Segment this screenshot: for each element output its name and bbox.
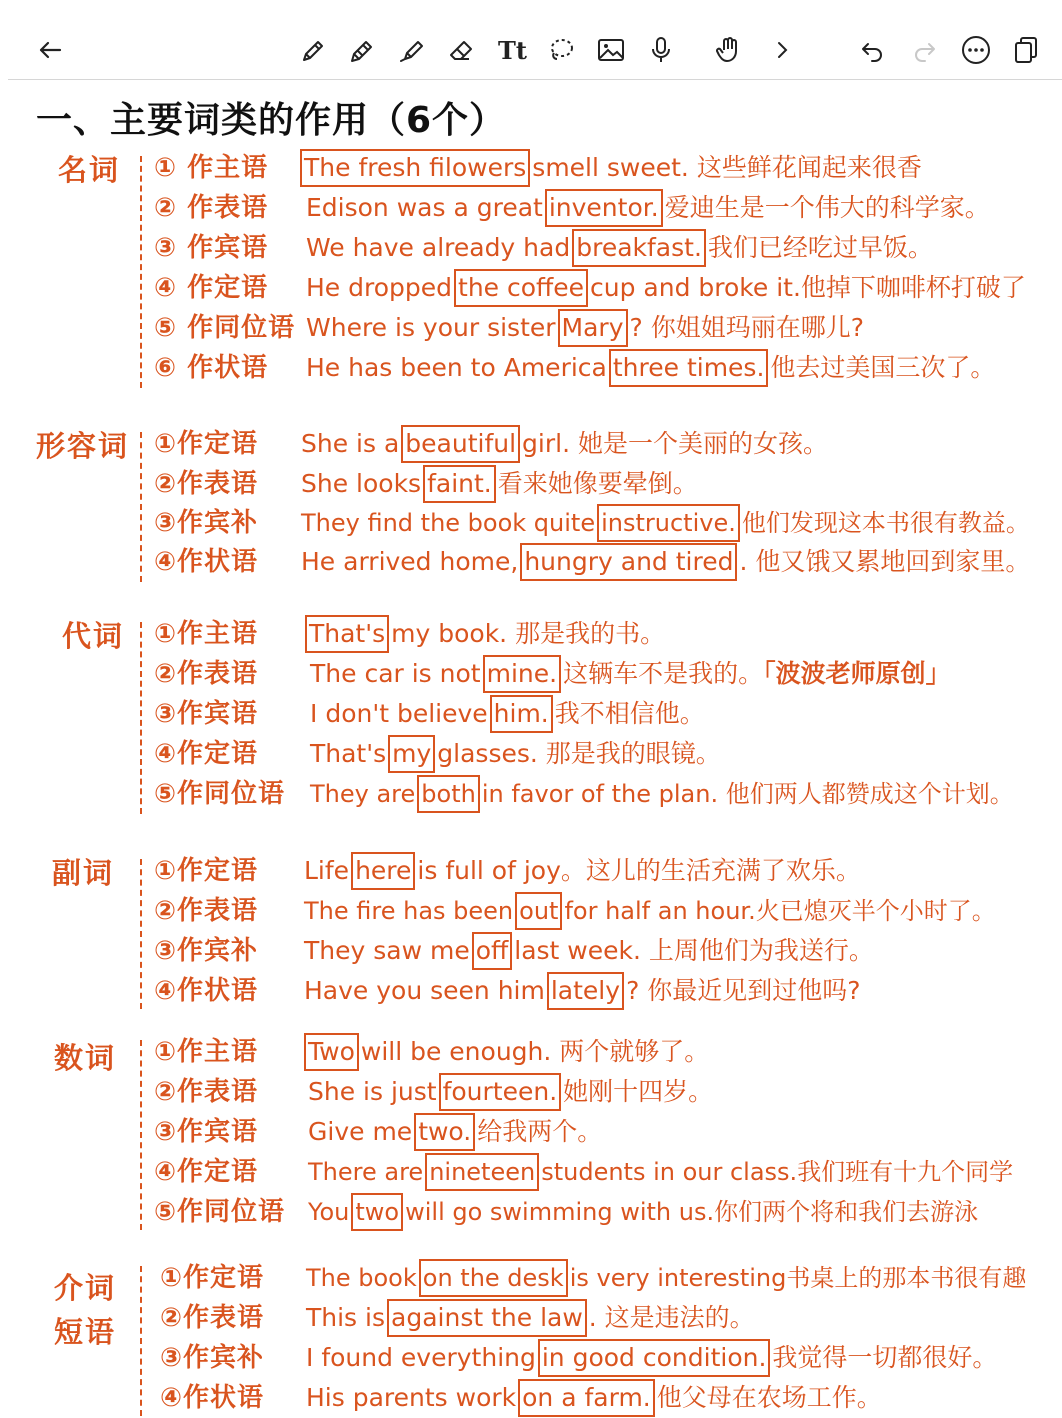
- sentence-pre: They saw me: [304, 936, 470, 965]
- role-label: ①作主语: [154, 619, 259, 649]
- sentence-post: is full of joy。这儿的生活充满了欢乐。: [417, 856, 861, 885]
- example-sentence: [298, 148, 922, 188]
- sentence-pre: There are: [308, 1158, 424, 1186]
- sentence-post: 爱迪生是一个伟大的科学家。: [664, 193, 990, 222]
- category-label: 名词: [58, 153, 121, 187]
- sentence-post: . 他又饿又累地回到家里。: [739, 547, 1031, 576]
- dashed-rule: [140, 156, 142, 388]
- sentence-pre: He has been to America: [306, 353, 607, 382]
- dashed-rule: [140, 1266, 142, 1416]
- chevron-right-icon[interactable]: [762, 30, 802, 70]
- example-sentence: [306, 228, 933, 268]
- sentence-pre: We have already had: [306, 233, 571, 262]
- eraser-icon[interactable]: [441, 30, 481, 70]
- role-label: ③作宾语: [154, 699, 259, 729]
- highlighted-word-box: inventor.: [545, 189, 663, 227]
- example-sentence: [306, 1298, 755, 1338]
- sentence-pre: They are: [310, 780, 416, 808]
- example-sentence: [310, 774, 1014, 814]
- role-label: ①作定语: [160, 1263, 265, 1293]
- role-label: ②作表语: [154, 469, 259, 499]
- highlighted-word-box: both: [417, 775, 480, 813]
- back-arrow-icon[interactable]: [30, 30, 70, 70]
- sentence-pre: She is just: [308, 1077, 437, 1106]
- sentence-pre: He arrived home,: [301, 547, 519, 576]
- highlighted-word-box: instructive.: [597, 504, 740, 542]
- highlighted-word-box: lately: [547, 972, 624, 1010]
- category-label-line-1: 介词: [54, 1271, 117, 1305]
- highlighted-word-box: the coffee: [454, 269, 588, 307]
- sentence-post: 我不相信他。: [554, 699, 705, 728]
- highlighted-word-box: my: [388, 735, 435, 773]
- sentence-post: for half an hour.火已熄灭半个小时了。: [564, 897, 996, 925]
- sentence-pre: I found everything: [306, 1343, 536, 1372]
- role-label: ④作状语: [160, 1383, 265, 1413]
- sentence-post: glasses. 那是我的眼镜。: [437, 739, 721, 768]
- category-label: 副词: [52, 856, 115, 890]
- sentence-pre: Give me: [308, 1117, 413, 1146]
- example-sentence: [302, 1032, 709, 1072]
- sentence-pre: They find the book quite: [301, 509, 596, 537]
- sentence-post: cup and broke it.他掉下咖啡杯打破了: [590, 273, 1026, 302]
- sentence-pre: She is a: [301, 429, 400, 458]
- highlighted-word-box: him.: [490, 695, 553, 733]
- sentence-pre: You: [308, 1198, 350, 1226]
- sentence-pre: That's: [310, 739, 387, 768]
- highlighted-word-box: in good condition.: [538, 1339, 771, 1377]
- highlighted-word-box: two: [351, 1193, 403, 1231]
- lasso-icon[interactable]: [541, 30, 581, 70]
- role-label: ①作主语: [154, 1037, 259, 1067]
- highlighted-word-box: nineteen: [425, 1153, 539, 1191]
- role-label: ①作定语: [154, 856, 259, 886]
- sentence-post: girl. 她是一个美丽的女孩。: [522, 429, 828, 458]
- sentence-post: 我觉得一切都很好。: [772, 1343, 998, 1372]
- example-sentence: [308, 1152, 1013, 1192]
- highlighted-word-box: on the desk: [419, 1259, 568, 1297]
- highlighted-word-box: mine.: [483, 655, 561, 693]
- role-label: ②作表语: [154, 1077, 259, 1107]
- category-label: 数词: [54, 1041, 117, 1075]
- sentence-post: ? 你最近见到过他吗?: [626, 976, 861, 1005]
- sentence-pre: I don't believe: [310, 699, 488, 728]
- category-label: 形容词: [36, 429, 130, 463]
- role-label: ④作状语: [154, 547, 259, 577]
- example-sentence: [304, 971, 861, 1011]
- category-label-line-2: 短语: [54, 1315, 117, 1349]
- sentence-post: will go swimming with us.你们两个将和我们去游泳: [405, 1198, 979, 1226]
- role-label: ④作定语: [154, 1157, 259, 1187]
- example-sentence: [306, 188, 990, 228]
- highlighted-word-box: Two: [304, 1033, 359, 1071]
- example-sentence: [306, 1338, 997, 1378]
- sentence-post: is very interesting书桌上的那本书很有趣: [569, 1264, 1027, 1292]
- example-sentence: [308, 1072, 713, 1112]
- role-label: ③ 作宾语: [154, 233, 269, 263]
- role-label: ③作宾补: [154, 936, 259, 966]
- sentence-pre: The fire has been: [304, 897, 514, 925]
- example-sentence: [304, 851, 861, 891]
- sentence-pre: His parents work: [306, 1383, 517, 1412]
- sentence-post: . 这是违法的。: [588, 1303, 755, 1332]
- category-label: 代词: [62, 619, 125, 653]
- role-label: ① 作主语: [154, 153, 269, 183]
- role-label: ①作定语: [154, 429, 259, 459]
- microphone-icon[interactable]: [641, 30, 681, 70]
- highlighted-word-box: beautiful: [401, 425, 520, 463]
- example-sentence: [310, 694, 705, 734]
- example-sentence: [304, 891, 996, 931]
- role-label: ⑤作同位语: [154, 779, 286, 809]
- pen-icon[interactable]: [292, 30, 332, 70]
- pages-icon[interactable]: [1006, 30, 1046, 70]
- page-title: 一、主要词类的作用（6个）: [36, 100, 507, 141]
- sentence-post: will be enough. 两个就够了。: [360, 1037, 710, 1066]
- author-tag: 「波波老师原创」: [763, 659, 951, 688]
- more-options-icon[interactable]: [956, 30, 996, 70]
- example-sentence: [310, 734, 721, 774]
- highlighted-word-box: Mary: [558, 309, 628, 347]
- role-label: ⑤ 作同位语: [154, 313, 296, 343]
- sentence-post: smell sweet. 这些鲜花闻起来很香: [532, 153, 922, 182]
- role-label: ③作宾语: [154, 1117, 259, 1147]
- role-label: ②作表语: [154, 659, 259, 689]
- sentence-post: 她刚十四岁。: [563, 1077, 714, 1106]
- image-icon[interactable]: [591, 30, 631, 70]
- sentence-pre: He dropped: [306, 273, 453, 302]
- sentence-pre: This is: [306, 1303, 386, 1332]
- sentence-pre: Life: [304, 856, 350, 885]
- example-sentence: [310, 654, 951, 694]
- example-sentence: [301, 542, 1030, 582]
- highlighted-word-box: fourteen.: [439, 1073, 562, 1111]
- example-sentence: [306, 308, 864, 348]
- sentence-pre: She looks: [301, 469, 422, 498]
- sentence-post: 看来她像要晕倒。: [497, 469, 698, 498]
- role-label: ⑤作同位语: [154, 1197, 286, 1227]
- example-sentence: [301, 503, 1030, 543]
- highlighted-word-box: two.: [414, 1113, 475, 1151]
- redo-icon[interactable]: [905, 30, 945, 70]
- highlighted-word-box: off: [472, 932, 513, 970]
- sentence-post: 我们已经吃过早饭。: [707, 233, 933, 262]
- role-label: ②作表语: [154, 896, 259, 926]
- example-sentence: [306, 348, 995, 388]
- highlighted-word-box: out: [515, 892, 562, 930]
- role-label: ⑥ 作状语: [154, 353, 269, 383]
- highlighted-word-box: against the law: [387, 1299, 587, 1337]
- sentence-post: my book. 那是我的书。: [391, 619, 666, 648]
- sentence-post: 他父母在农场工作。: [656, 1383, 882, 1412]
- dashed-rule: [140, 859, 142, 1009]
- role-label: ②作表语: [160, 1303, 265, 1333]
- highlighted-word-box: faint.: [423, 465, 496, 503]
- sentence-pre: The book: [306, 1264, 417, 1292]
- highlighted-word-box: here: [351, 852, 415, 890]
- sentence-pre: Have you seen him: [304, 976, 545, 1005]
- example-sentence: [306, 1378, 882, 1418]
- example-sentence: [304, 931, 874, 971]
- pencil-icon[interactable]: [341, 30, 381, 70]
- role-label: ④ 作定语: [154, 273, 269, 303]
- highlighted-word-box: hungry and tired: [520, 543, 737, 581]
- sentence-post: students in our class.我们班有十九个同学: [541, 1158, 1014, 1186]
- highlighted-word-box: breakfast.: [572, 229, 706, 267]
- example-sentence: [308, 1112, 602, 1152]
- highlighted-word-box: That's: [305, 615, 389, 653]
- role-label: ③作宾补: [160, 1343, 265, 1373]
- role-label: ④作状语: [154, 976, 259, 1006]
- example-sentence: [306, 268, 1026, 308]
- sentence-post: in favor of the plan. 他们两人都赞成这个计划。: [481, 780, 1014, 808]
- dashed-rule: [140, 1040, 142, 1230]
- example-sentence: [301, 464, 698, 504]
- sentence-pre: The car is not: [310, 659, 481, 688]
- role-label: ② 作表语: [154, 193, 269, 223]
- text-tool-icon[interactable]: [491, 30, 531, 70]
- sentence-post: 他去过美国三次了。: [770, 353, 996, 382]
- dashed-rule: [140, 622, 142, 814]
- sentence-post: last week. 上周他们为我送行。: [514, 936, 874, 965]
- dashed-rule: [140, 432, 142, 582]
- svg-text:Tt: Tt: [498, 36, 527, 65]
- highlighted-word-box: The fresh filowers: [300, 149, 530, 187]
- sentence-post: 给我两个。: [477, 1117, 603, 1146]
- sentence-pre: Where is your sister: [306, 313, 556, 342]
- role-label: ③作宾补: [154, 508, 259, 538]
- hand-pointer-icon[interactable]: [709, 30, 749, 70]
- sentence-post: 这辆车不是我的。: [563, 659, 764, 688]
- example-sentence: [306, 1258, 1026, 1298]
- sentence-pre: Edison was a great: [306, 193, 543, 222]
- toolbar: [0, 0, 1062, 80]
- example-sentence: [303, 614, 665, 654]
- toolbar-divider: [8, 79, 1062, 80]
- undo-icon[interactable]: [852, 30, 892, 70]
- sentence-post: ? 你姐姐玛丽在哪儿?: [629, 313, 865, 342]
- highlighted-word-box: three times.: [609, 349, 769, 387]
- highlighter-icon[interactable]: [391, 30, 431, 70]
- example-sentence: [301, 424, 828, 464]
- sentence-post: 他们发现这本书很有教益。: [741, 509, 1030, 537]
- example-sentence: [308, 1192, 978, 1232]
- highlighted-word-box: on a farm.: [518, 1379, 655, 1417]
- role-label: ④作定语: [154, 739, 259, 769]
